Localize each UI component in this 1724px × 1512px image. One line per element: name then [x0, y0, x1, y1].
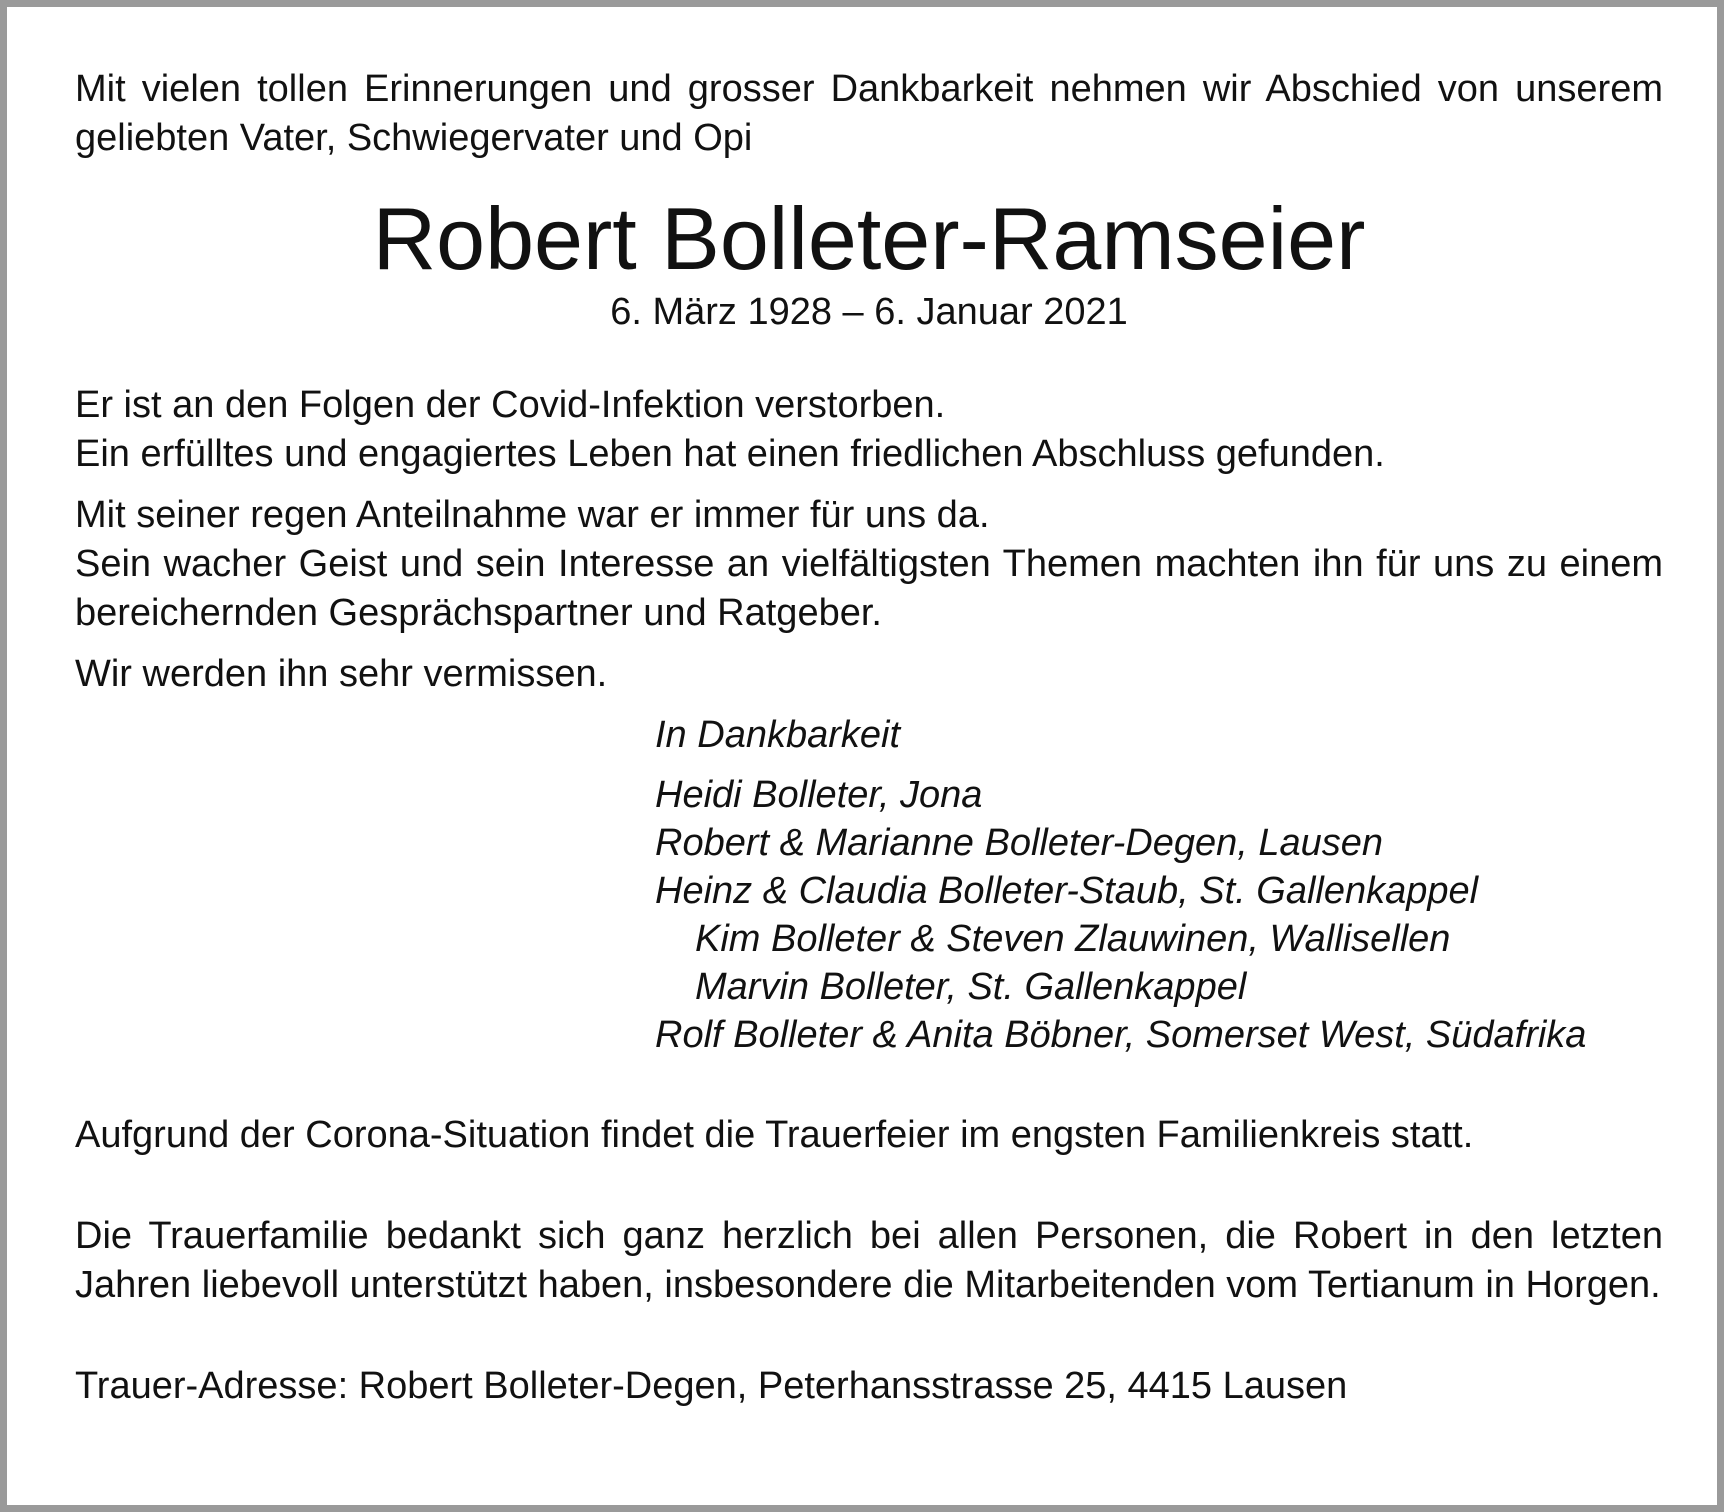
signature-heading: In Dankbarkeit: [655, 714, 901, 756]
paragraph-death-line-2: Ein erfülltes und engagiertes Leben hat einen friedlichen Abschluss gefunden.: [75, 433, 1385, 475]
notice-content: [75, 65, 1663, 1411]
life-dates: 6. März 1928 – 6. Januar 2021: [610, 291, 1128, 333]
signature-name: Heinz & Claudia Bolleter-Staub, St. Gallenkappel: [655, 870, 1479, 912]
paragraph-character: [75, 491, 1663, 638]
signature-name: Marvin Bolleter, St. Gallenkappel: [695, 966, 1247, 1008]
paragraph-character-line-1: Mit seiner regen Anteilnahme war er immer für uns da.: [75, 494, 990, 536]
signature-block: [655, 711, 1663, 1059]
ceremony-note: Aufgrund der Corona-Situation findet die Trauerfeier im engsten Familienkreis statt.: [75, 1114, 1474, 1156]
deceased-name: Robert Bolleter-Ramseier: [372, 189, 1366, 288]
signature-name: Heidi Bolleter, Jona: [655, 774, 983, 816]
mourning-address: Trauer-Adresse: Robert Bolleter-Degen, Peterhansstrasse 25, 4415 Lausen: [75, 1365, 1348, 1407]
paragraph-character-line-2: Sein wacher Geist und sein Interesse an vielfältigsten Themen machten ihn für uns zu einem bereichernden Gesprächspartner und Ratgeber.: [75, 543, 1663, 634]
paragraph-death-line-1: Er ist an den Folgen der Covid-Infektion verstorben.: [75, 384, 946, 426]
signature-name: Rolf Bolleter & Anita Böbner, Somerset West, Südafrika: [655, 1014, 1587, 1056]
paragraph-death: [75, 381, 1663, 479]
signature-name: Kim Bolleter & Steven Zlauwinen, Wallisellen: [695, 918, 1451, 960]
paragraph-missing: Wir werden ihn sehr vermissen.: [75, 653, 608, 695]
signature-name: Robert & Marianne Bolleter-Degen, Lausen: [655, 822, 1384, 864]
intro-text: Mit vielen tollen Erinnerungen und grosser Dankbarkeit nehmen wir Abschied von unserem geliebten Vater, Schwiegervater und Opi: [75, 68, 1663, 159]
thanks-note: Die Trauerfamilie bedankt sich ganz herzlich bei allen Personen, die Robert in den letzten Jahren liebevoll unterstützt haben, insbesondere die Mitarbeitenden vom Tertianum in Horgen.: [75, 1215, 1663, 1306]
